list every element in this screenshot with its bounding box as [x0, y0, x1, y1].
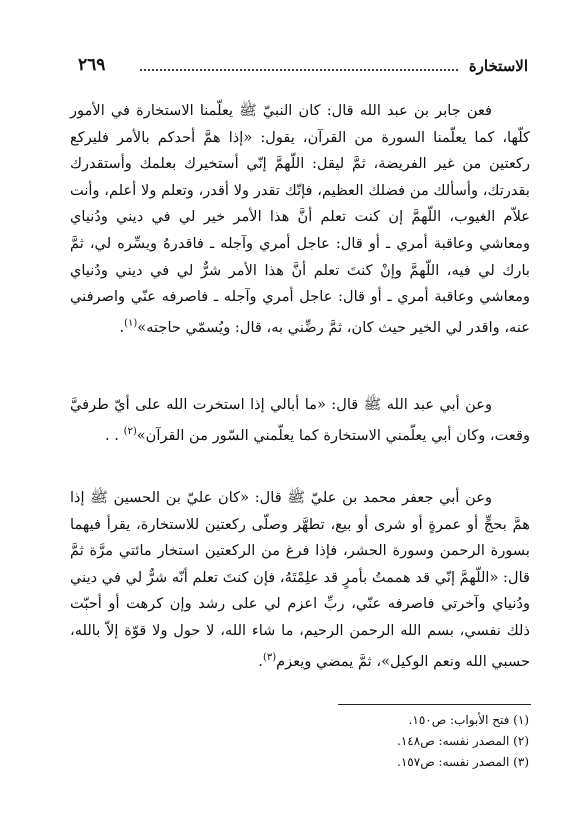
- footnote-divider: [338, 704, 531, 705]
- footnote-item: (٢) المصدر نفسه: ص١٤٨.: [397, 734, 529, 748]
- paragraph-2: [70, 392, 530, 449]
- paragraph-text: فعن جابر بن عبد الله قال: كان النبيّ ﷺ يعلّمنا الاستخارة في الأمور كلّها، كما يعلّمنا السورة من القرآن، يقول: «إذا همَّ أحدكم بالأمر فليركع ركعتين من غير الفريضة، ثمَّ ليقل: اللّهمَّ إنّي أستخيرك بعلمك وأستقدرك بقدرتك، وأسألك من فضلك العظيم، فإنّك تقدر ولا أقدر، وتعلم ولا أعلم، وأنت علاّم الغيوب، اللّهمَّ إن كنت تعلم أنَّ هذا الأمر خير لي في ديني ودُنياي ومعاشي وعاقبة أمري ـ أو قال: عاجل أمري وآجله ـ فاقدرهُ ويسِّره لي، ثمَّ بارك لي فيه، اللّهمَّ وإنْ كنتَ تعلم أنَّ هذا الأمر شرٌّ لي في ديني ودُنياي ومعاشي وعاقبة أمري ـ أو قال: عاجل أمري وآجله ـ فاصرفه عنّي واصرفني عنه، واقدر لي الخير حيث كان، ثمَّ رضِّني به، قال: ويُسمّي حاجته»: [70, 102, 530, 336]
- paragraph-ending: .: [119, 318, 125, 336]
- paragraph-text: وعن أبي جعفر محمد بن عليّ ﷺ قال: «كان عليّ بن الحسين ﷺ إذا همَّ بحجٍّ أو عمرةٍ أو شرى أو بيع، تطهَّر وصلّى ركعتين للاستخارة، يقرأ فيهما بسورة الرحمن وسورة الحشر، فإذا فرغ من الركعتين استخار مائتي مرَّة ثمَّ قال: «اللّهمَّ إنّي قد هممتُ بأمرٍ قد علِمْتَهُ، فإن كنتَ تعلم أنّه شرٌّ لي في ديني ودُنياي وآخرتي فاصرفه عنّي، ربِّ اعزم لي على رشد وإن كرهت أو أحبّت ذلك نفسي، بسم الله الرحمن الرحيم، ما شاء الله، لا حول ولا قوّة إلاّ بالله، حسبي الله ونعم الوكيل»، ثمَّ يمضي ويعزم: [70, 489, 530, 670]
- footnote-item: (١) فتح الأبواب: ص١٥٠.: [408, 713, 529, 727]
- page-header: [78, 55, 528, 81]
- paragraph-ending: . .: [105, 426, 124, 444]
- footnote-ref: (٣): [262, 651, 277, 663]
- page-number: ٢٦٩: [78, 55, 106, 75]
- footnote-ref: (٢): [123, 425, 137, 437]
- paragraph-1: [70, 98, 530, 341]
- running-title: الاستخارة: [468, 57, 528, 75]
- footnote-item: (٣) المصدر نفسه: ص١٥٧.: [397, 755, 529, 769]
- footnotes: [229, 710, 529, 773]
- footnote-ref: (١): [124, 317, 138, 329]
- paragraph-3: [70, 485, 530, 675]
- paragraph-text: وعن أبي عبد الله ﷺ قال: «ما أبالي إذا استخرت الله على أيّ طرفيَّ وقعت، وكان أبي يعلّمني الاستخارة كما يعلّمني السّور من القرآن»: [70, 396, 530, 444]
- paragraph-ending: .: [258, 652, 263, 670]
- dotted-leader: [140, 69, 458, 71]
